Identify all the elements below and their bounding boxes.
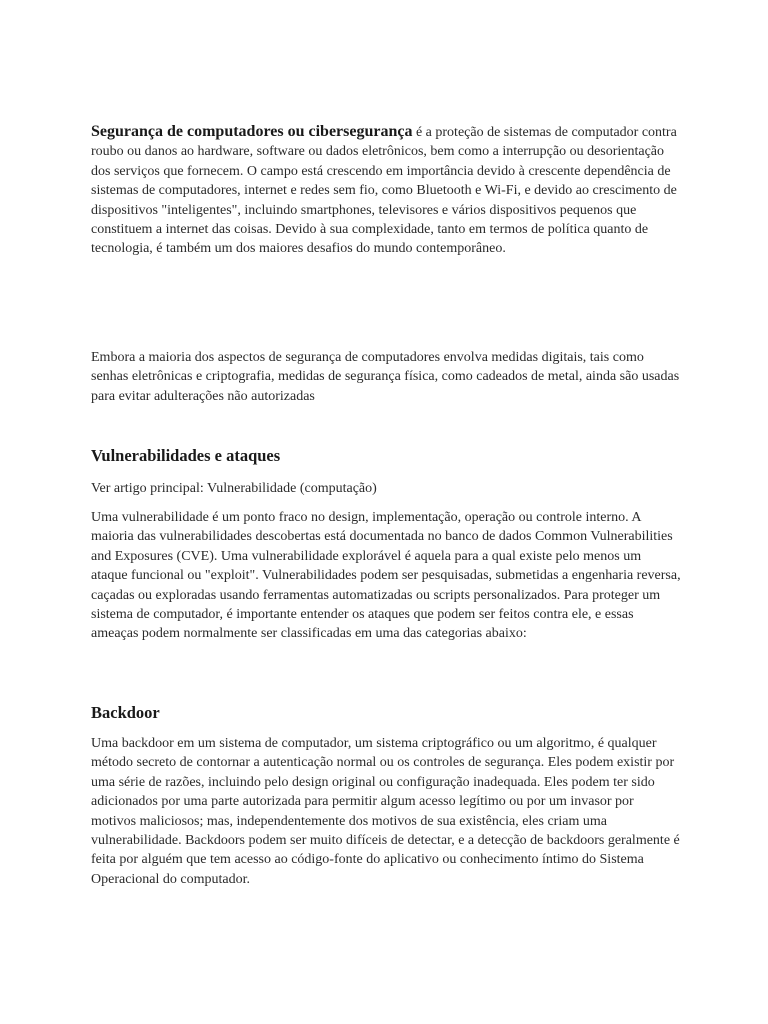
see-also-note: Ver artigo principal: Vulnerabilidade (computação) bbox=[91, 481, 377, 496]
backdoor-heading: Backdoor bbox=[91, 703, 160, 722]
vulnerabilities-paragraph: Uma vulnerabilidade é um ponto fraco no design, implementação, operação ou controle interno. A maioria das vulnerabilidades descobertas está documentada no banco de dados Common Vulnerabilities and Exposures (CVE). Uma vulnerabilidade explorável é aquela para a qual existe pelo menos um ataque funcional ou "exploit". Vulnerabilidades podem ser pesquisadas, submetidas a engenharia reversa, caçadas ou exploradas usando ferramentas automatizadas ou scripts personalizados. Para proteger um sistema de computador, é importante entender os ataques que podem ser feitos contra ele, e essas ameaças podem normalmente ser classificadas em uma das categorias abaixo: bbox=[91, 510, 681, 642]
physical-security-paragraph: Embora a maioria dos aspectos de segurança de computadores envolva medidas digitais, tais como senhas eletrônicas e criptografia, medidas de segurança física, como cadeados de metal, ainda são usadas para evitar adulterações não autorizadas bbox=[91, 350, 680, 404]
intro-text: é a proteção de sistemas de computador contra roubo ou danos ao hardware, software ou dados eletrônicos, bem como a interrupção ou desorientação dos serviços que fornecem. O campo está crescendo em importância devido à crescente dependência de sistemas de computadores, internet e redes sem fio, como Bluetooth e Wi-Fi, e devido ao crescimento de dispositivos "inteligentes", incluindo smartphones, televisores e vários dispositivos pequenos que constituem a internet das coisas. Devido à sua complexidade, tanto em termos de política quanto de tecnologia, é também um dos maiores desafios do mundo contemporâneo. bbox=[91, 125, 677, 257]
intro-term: Segurança de computadores ou cibersegurança bbox=[91, 123, 413, 140]
vulnerabilities-heading: Vulnerabilidades e ataques bbox=[91, 446, 281, 465]
backdoor-paragraph: Uma backdoor em um sistema de computador, um sistema criptográfico ou um algoritmo, é qualquer método secreto de contornar a autenticação normal ou os controles de segurança. Eles podem existir por uma série de razões, incluindo pelo design original ou configuração inadequada. Eles podem ter sido adicionados por uma parte autorizada para permitir algum acesso legítimo ou por um invasor por motivos maliciosos; mas, independentemente dos motivos de sua existência, eles criam uma vulnerabilidade. Backdoors podem ser muito difíceis de detectar, e a detecção de backdoors geralmente é feita por alguém que tem acesso ao código-fonte do aplicativo ou conhecimento íntimo do Sistema Operacional do computador. bbox=[91, 736, 680, 887]
intro-paragraph bbox=[91, 122, 681, 259]
